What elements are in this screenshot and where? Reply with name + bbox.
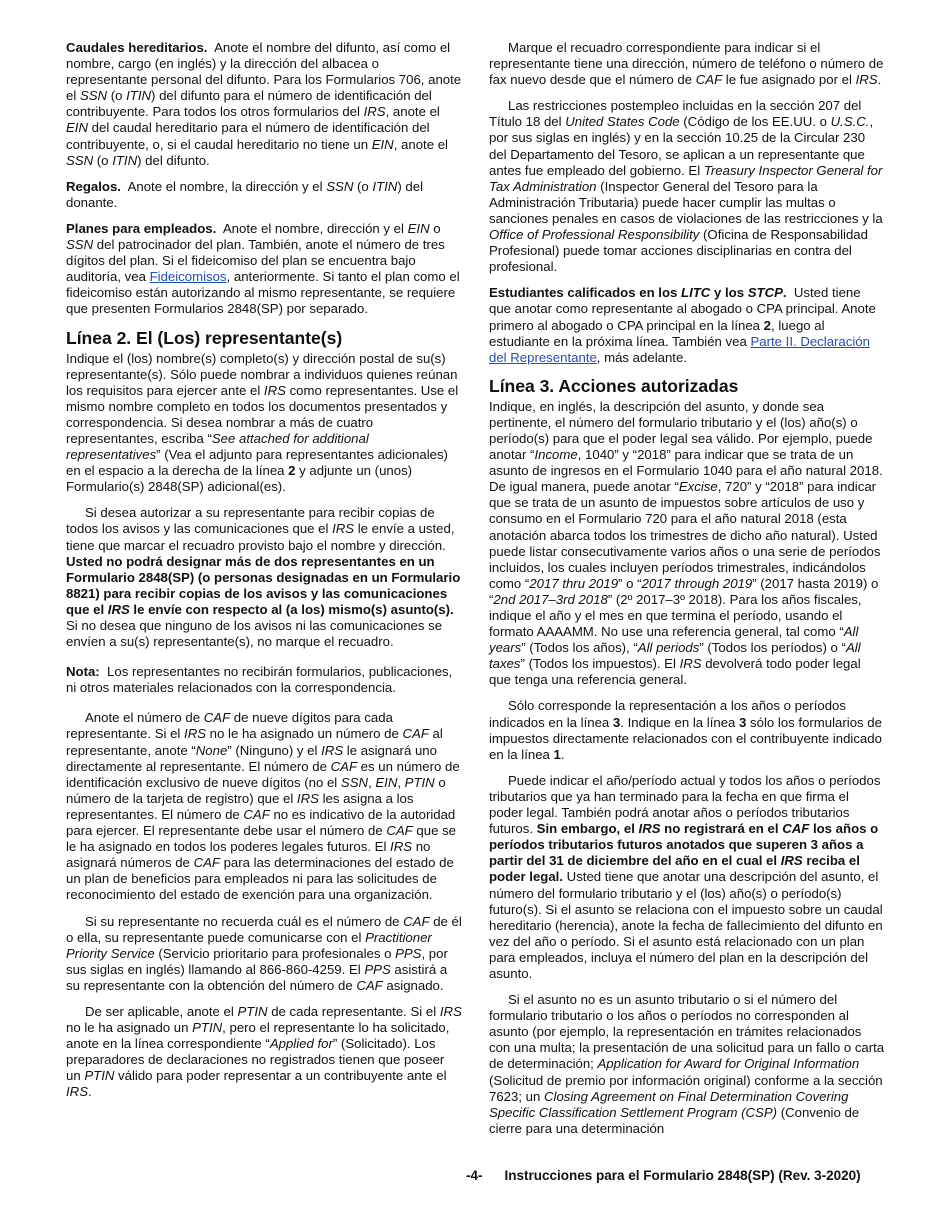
line-2-paragraph-1: Indique el (los) nombre(s) completo(s) y dirección postal de su(s) representante(s). Sólo puede nombrar a individuos quienes reúnan los requisitos para ejercer ante el IRS como representantes. Use el mismo nombre completo en todos los documentos presentados y correspondencia. Si desea nombrar a más de cuatro representantes, escriba “See attached for additional representatives” (Vea el adjunto para representantes adicionales) en el espacio a la derecha de la línea 2 y adjunte un (unos) Formulario(s) 2848(SP) adicional(es). — [66, 350, 459, 495]
page-footer — [466, 1168, 861, 1183]
right-column — [489, 40, 885, 1147]
line-3-paragraph-1: Indique, en inglés, la descripción del asunto, y donde sea pertinente, el número del formulario tributario y el (los) año(s) o período(s) para que el poder legal sea válido. Por ejemplo, puede anotar “Income, 1040” y “2018” para indicar que se trata de un asunto de ingresos en el Formulario 1040 para el año natural 2018. De igual manera, puede anotar “Excise, 720” y “2018” para indicar que se trata de un asunto de impuestos sobre artículos de uso y consumo en el Formulario 720 para el año natural 2018 (esta anotación abarca todos los trimestres de dicho año natural). Usted puede listar consecutivamente varios años o una serie de períodos incluidos, los cuales incluyen períodos trimestrales, indicándolos como “2017 thru 2019” o “2017 through 2019” (2017 hasta 2019) o “2nd 2017–3rd 2018” (2º 2017–3º 2018). Para los años fiscales, indique el año y el mes en que termina el período, usando el formato AAAAMM. No use una referencia general, tal como “All years” (Todos los años), “All periods” (Todos los períodos) o “All taxes” (Todos los impuestos). El IRS devolverá todo poder legal que tenga una referencia general. — [489, 398, 883, 688]
line-3-heading: Línea 3. Acciones autorizadas — [489, 375, 739, 396]
trusts-link[interactable]: Fideicomisos — [149, 269, 227, 285]
gifts-heading: Regalos. — [66, 178, 121, 194]
ptin-paragraph: De ser aplicable, anote el PTIN de cada representante. Si el IRS no le ha asignado un PTIN, pero el representante lo ha solicitado, anote en la línea correspondiente “Applied for” (Solicitado). Los preparadores de declaraciones no registrados tienen que poseer un PTIN válido para poder representar a un contribuyente ante el IRS. — [66, 1003, 462, 1100]
left-column — [66, 40, 462, 1111]
note-paragraph: Nota: Los representantes no recibirán formularios, publicaciones, ni otros materiales relacionados con la correspondencia. — [66, 664, 453, 696]
line-3-paragraph-3: Puede indicar el año/período actual y todos los años o períodos tributarios que ya han terminado para la fecha en que firma el poder legal. También podrá anotar años o períodos tributarios futuros. Sin embargo, el IRS no registrará en el CAF los años o períodos tributarios futuros anotados que superen 3 años a partir del 31 de diciembre del año en el cual el IRS reciba el poder legal. Usted tiene que anotar una descripción del asunto, el número del formulario tributario y el (los) año(s) o período(s) futuro(s). Si el asunto se relaciona con el impuesto sobre un caudal hereditario (herencia), anote la fecha de fallecimiento del difunto en vez del año o período. Si el asunto está relacionado con un plan para empleados, incluya el número del plan en la descripción del asunto. — [489, 772, 883, 981]
line-3-paragraph-2: Sólo corresponde la representación a los años o períodos indicados en la línea 3. Indique en la línea 3 sólo los formularios de impuestos directamente relacionados con el contribuyente indicado en la línea 1. — [489, 698, 882, 762]
employee-plans-heading: Planes para empleados. — [66, 220, 217, 236]
employee-plans-paragraph: Planes para empleados. Anote el nombre, dirección y el EIN o SSN del patrocinador del plan. También, anote el número de tres dígitos del plan. Si el fideicomiso del plan se encuentra bajo auditoría, vea Fideicomisos, anteriormente. Si tanto el plan como el fideicomiso están autorizando al mismo representante, se requiere que presenten Formularios 2848(SP) por separado. — [66, 220, 460, 317]
gifts-paragraph: Regalos. Anote el nombre, la dirección y el SSN (o ITIN) del donante. — [66, 178, 423, 210]
caf-paragraph: Anote el número de CAF de nueve dígitos para cada representante. Si el IRS no le ha asignado un número de CAF al representante, anote “None” (Ninguno) y el IRS le asignará uno directamente al representante. El número de CAF es un número de identificación exclusivo de nueve dígitos (no el SSN, EIN, PTIN o número de la tarjeta de registro) que el IRS les asigna a los representantes. El número de CAF no es indicativo de la autoridad para ejercer. El representante debe usar el número de CAF que se le ha asignado en todos los poderes legales futuros. El IRS no asignará números de CAF para las determinaciones del estado de un plan de beneficios para empleados ni para las solicitudes de reconocimiento del estado de exención para una organización. — [66, 710, 460, 903]
footer-title: Instrucciones para el Formulario 2848(SP) (Rev. 3-2020) — [504, 1168, 861, 1183]
mark-box-paragraph: Marque el recuadro correspondiente para indicar si el representante tiene una dirección, número de teléfono o número de fax nuevo desde que el número de CAF le fue asignado por el IRS. — [489, 40, 884, 88]
estates-paragraph: Caudales hereditarios. Anote el nombre del difunto, así como el nombre, cargo (en inglés) y la dirección del albacea o representante personal del difunto. Para los Formularios 706, anote el SSN (o ITIN) del difunto para el número de identificación del contribuyente. Para todos los otros formularios del IRS, anote el EIN del caudal hereditario para el número de identificación del contribuyente, o, si el caudal hereditario no tiene un EIN, anote el SSN (o ITIN) del difunto. — [66, 40, 462, 168]
line-2-paragraph-2: Si desea autorizar a su representante para recibir copias de todos los avisos y las comunicaciones que el IRS le envíe a usted, tiene que marcar el recuadro provisto bajo el nombre y dirección. Usted no podrá designar más de dos representantes en un Formulario 2848(SP) (o personas designadas en un Formulario 8821) para recibir copias de los avisos y las comunicaciones que el IRS le envíe con respecto al (a los) mismo(s) asunto(s). Si no desea que ninguno de los avisos ni las comunicaciones se envíen a su(s) representante(s), no marque el recuadro. — [66, 505, 461, 650]
note-label: Nota: — [66, 664, 100, 680]
pps-paragraph: Si su representante no recuerda cuál es el número de CAF de él o ella, su representante puede comunicarse con el Practitioner Priority Service (Servicio prioritario para profesionales o PPS, por sus siglas en inglés) llamando al 866-860-4259. El PPS asistirá a su representante con la obtención del número de CAF asignado. — [66, 913, 462, 993]
students-heading: Estudiantes calificados en los LITC y los STCP. — [489, 285, 787, 301]
estates-heading: Caudales hereditarios. — [66, 40, 208, 55]
students-paragraph: Estudiantes calificados en los LITC y los STCP. Usted tiene que anotar como representante al abogado o CPA principal. Anote primero al abogado o CPA principal en la línea 2, luego al estudiante en la próxima línea. También vea Parte II. Declaración del Representante, más adelante. — [489, 285, 876, 365]
page-number: -4- — [466, 1168, 483, 1183]
line-3-paragraph-4: Si el asunto no es un asunto tributario o si el número del formulario tributario o los años o períodos no corresponden al asunto (por ejemplo, la representación en trámites relacionados con una multa; la presentación de una solicitud para un fallo o carta de determinación; Application for Award for Original Information (Solicitud de premio por información original) conforme a la sección 7623; un Closing Agreement on Final Determination Covering Specific Classification Settlement Program (CSP) (Convenio de cierre para una determinación — [489, 992, 885, 1136]
restrictions-paragraph: Las restricciones postempleo incluidas en la sección 207 del Título 18 del United States Code (Código de los EE.UU. o U.S.C., por sus siglas en inglés) y en la sección 10.25 de la Circular 230 del Departamento del Tesoro, se aplican a un representante que antes fue empleado del gobierno. El Treasury Inspector General for Tax Administration (Inspector General del Tesoro para la Administración Tributaria) puede hacer cumplir las multas o sanciones penales en casos de violaciones de las restricciones y la Office of Professional Responsibility (Oficina de Responsabilidad Profesional) puede tomar acciones disciplinarias en contra del profesional. — [489, 98, 883, 275]
line-2-heading: Línea 2. El (Los) representante(s) — [66, 327, 343, 348]
part-ii-link[interactable]: Parte II. Declaración del Representante — [489, 333, 870, 365]
